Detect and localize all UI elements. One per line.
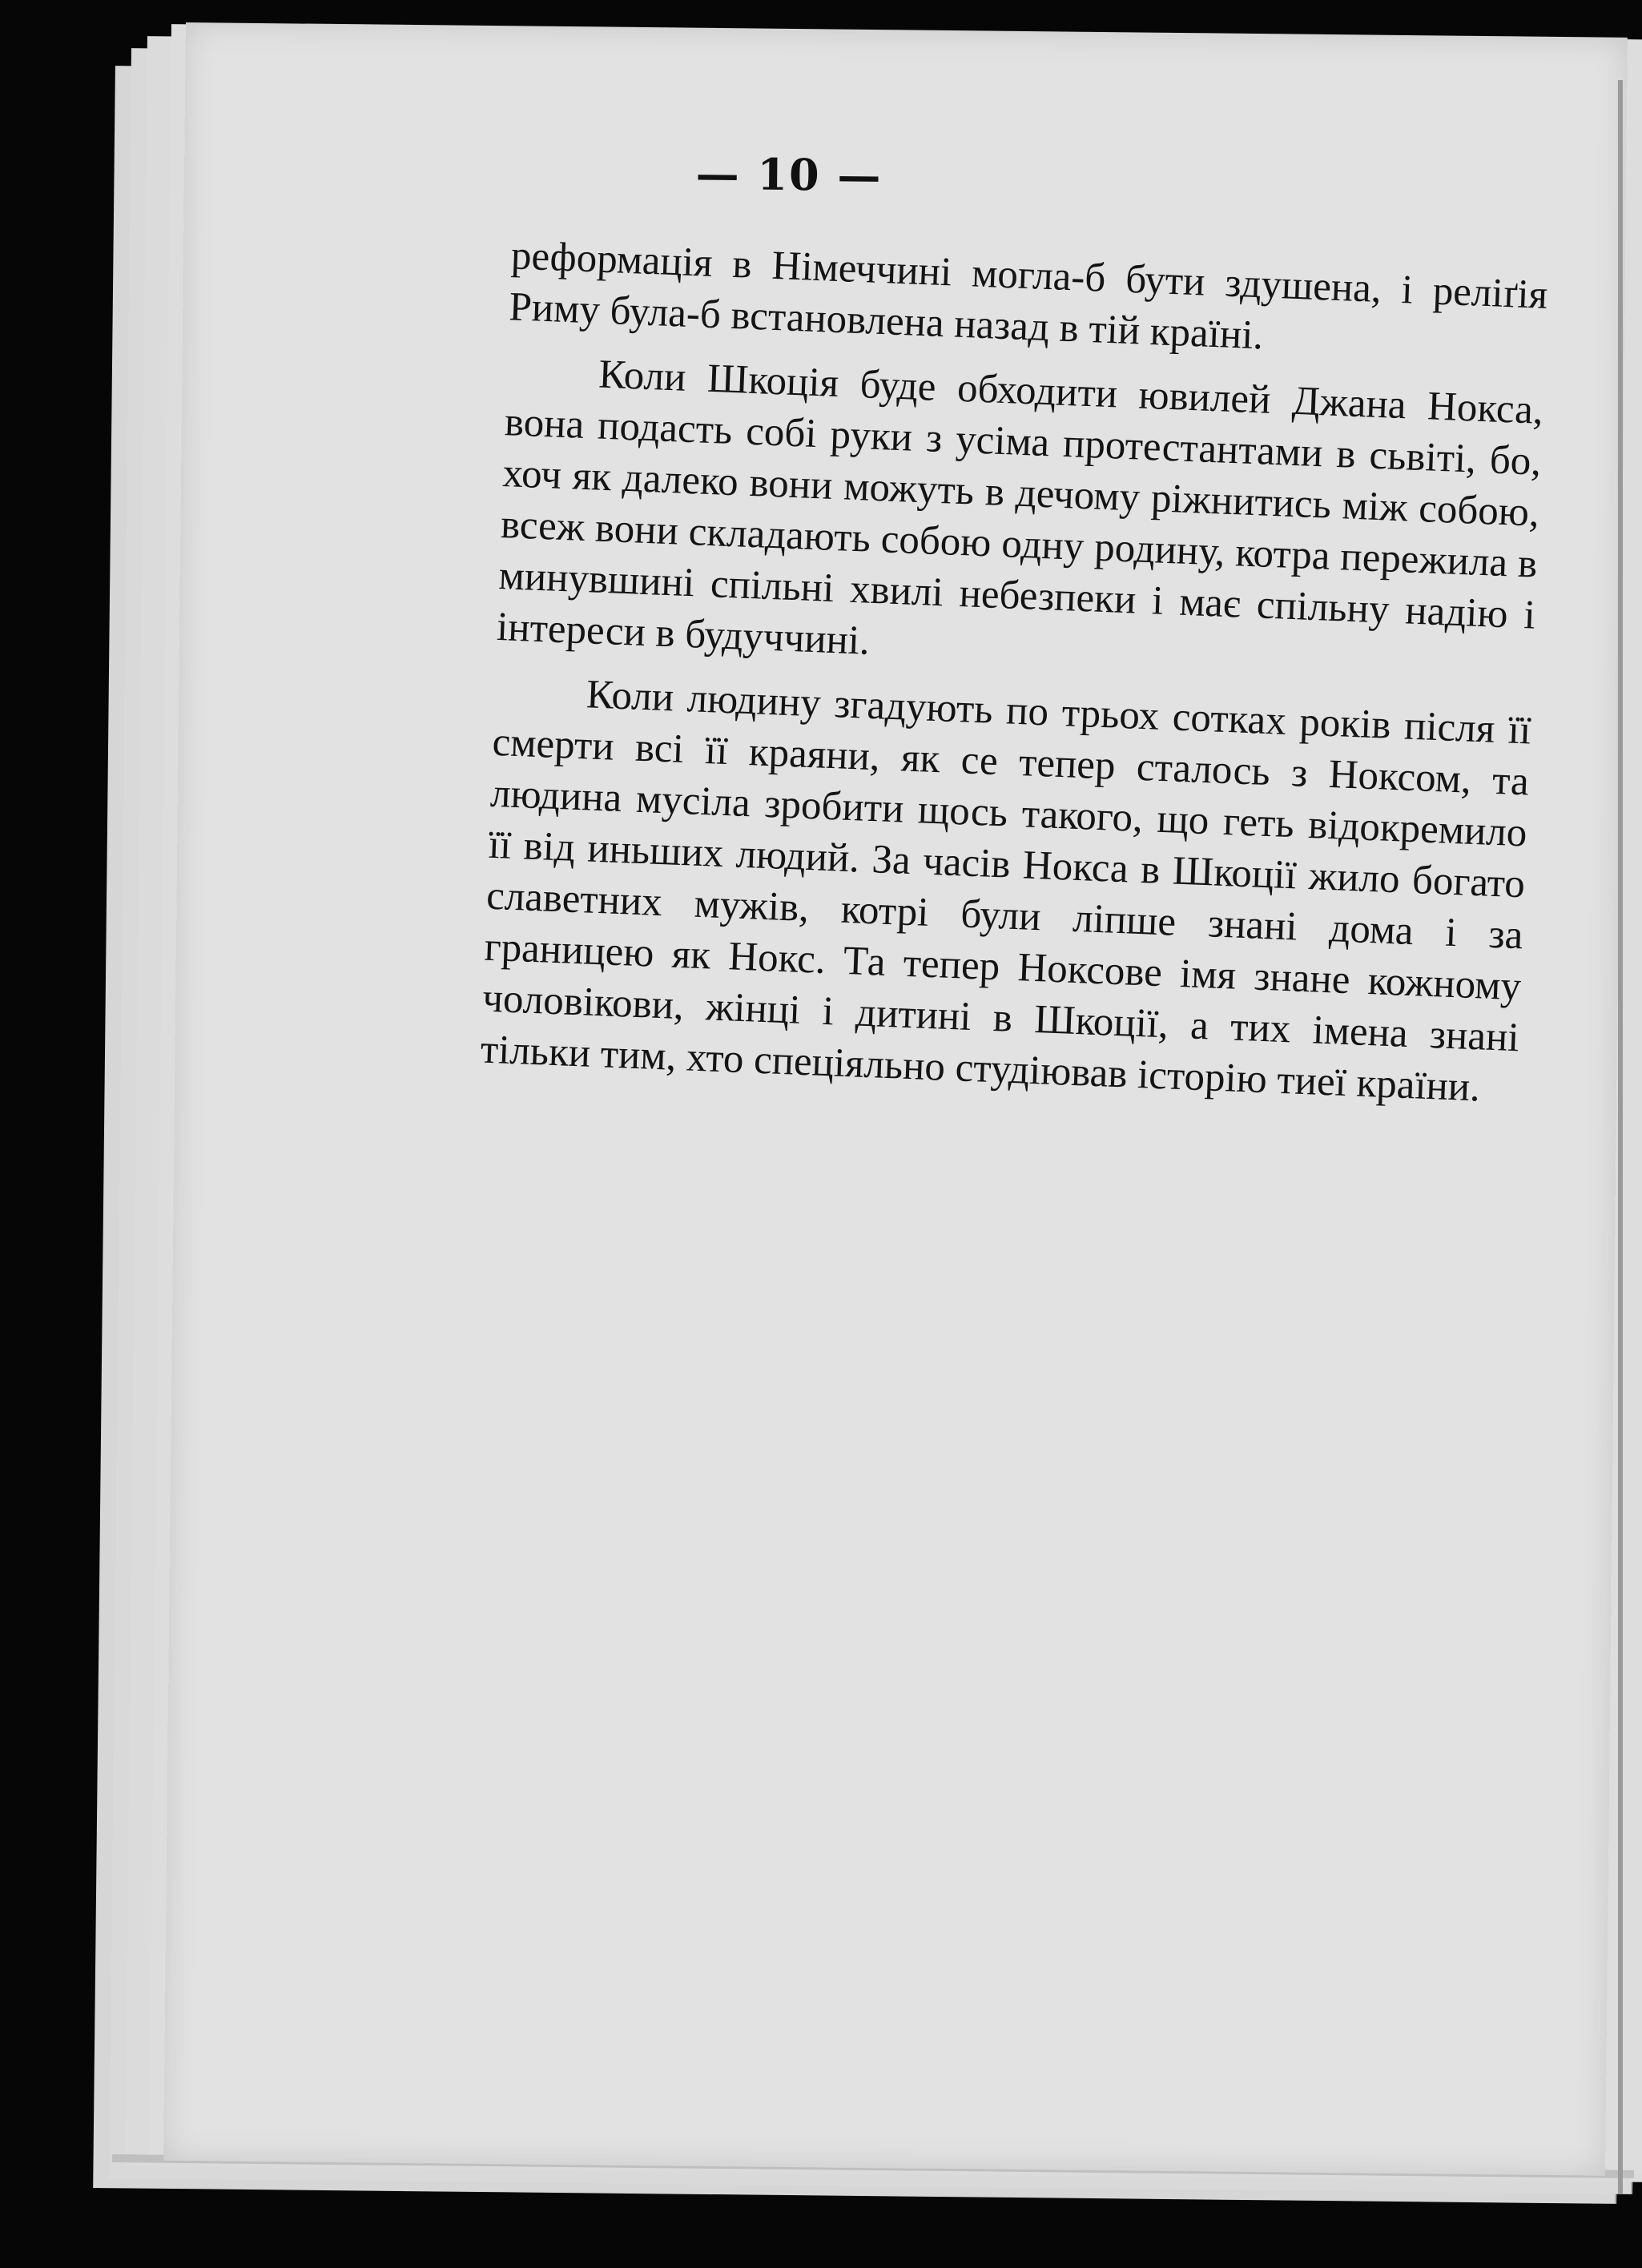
page-right-edge bbox=[1618, 80, 1623, 2194]
paragraph: Коли Шкоція буде обходити ювилей Джана Нокса, вона подасть собі руки з усіма протестантами в сьвіті, бо, хоч як далеко вони можуть в дечому ріжнитись між собою, всеж вони складають собою одну родину, котра пережила в минувшині спільні хвилі небезпеки і має спільну надію і інтереси в будуччині. bbox=[496, 352, 1544, 664]
page-number: — 10 — bbox=[695, 147, 883, 202]
paragraph: Коли людину згадують по трьох сотках років після її смерти всі її краяни, як се тепер сталось з Ноксом, та людина мусіла зробити щось такого, що геть відокремило її від иньших людий. За часів Нокса в Шкоції жило богато славетних мужів, котрі були ліпше знані дома і за границею як Нокс. Та тепер Ноксове імя знане кожному чоловікови, жінці і дитині в Шкоції, а тих імена знані тільки тим, хто спеціяльно студіював історію тиеї країни. bbox=[479, 672, 1532, 1111]
body-text bbox=[479, 230, 1548, 1128]
paragraph: реформація в Німеччині могла-б бути здушена, і реліґія Риму була-б встановлена назад в тій країні. bbox=[508, 233, 1549, 359]
book-page bbox=[163, 22, 1628, 2176]
